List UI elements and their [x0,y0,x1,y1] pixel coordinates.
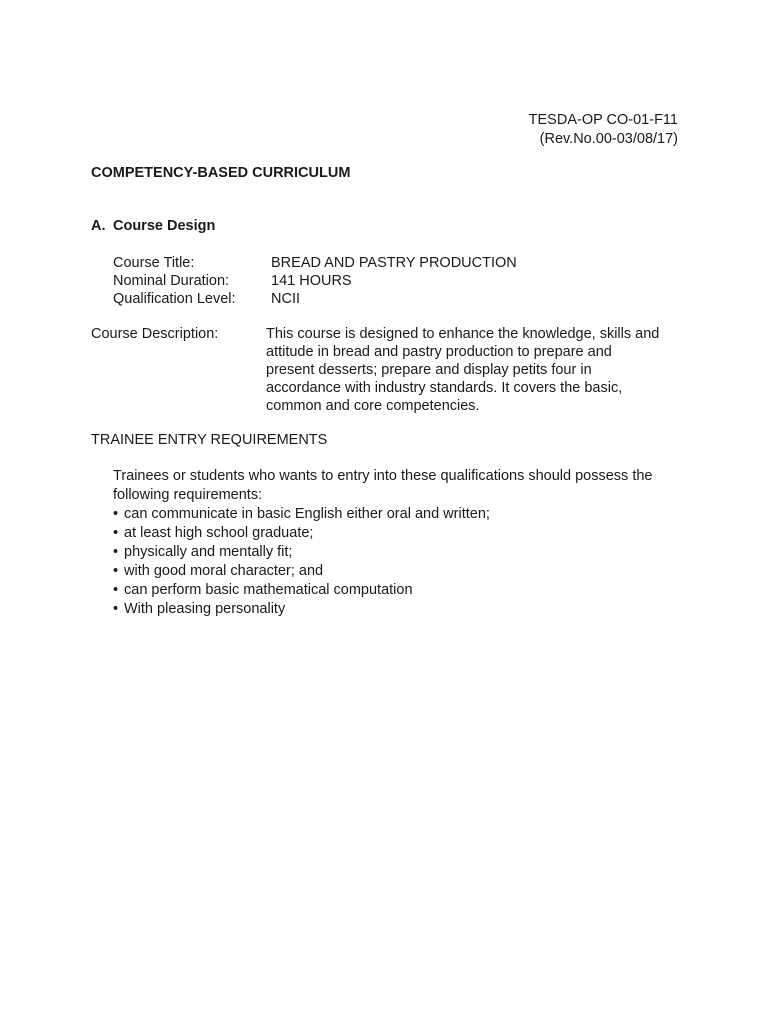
requirement-text: With pleasing personality [124,601,286,617]
requirement-text: at least high school graduate; [124,525,314,541]
course-design-table [113,254,517,308]
requirement-text: physically and mentally fit; [124,544,293,560]
form-code: TESDA-OP CO-01-F11 [528,112,678,128]
bullet-icon: • [113,506,119,522]
list-item [113,581,688,600]
qualification-level-row [113,290,517,308]
entry-requirements-body [113,467,688,619]
qualification-level-value: NCII [271,291,300,307]
list-item [113,562,688,581]
list-item [113,600,688,619]
nominal-duration-value: 141 HOURS [271,273,352,289]
description-line: present desserts; prepare and display petits four in [266,362,592,378]
bullet-icon: • [113,544,119,560]
course-title-row [113,254,517,272]
bullet-icon: • [113,563,119,579]
section-heading-course-design [91,218,215,234]
list-item [113,505,688,524]
form-reference [529,111,678,149]
section-number: A. [91,218,106,234]
course-description [91,325,681,415]
requirement-text: with good moral character; and [124,563,324,579]
requirement-text: can perform basic mathematical computation [124,582,413,598]
description-line: accordance with industry standards. It covers the basic, [266,380,623,396]
bullet-icon: • [113,601,119,617]
bullet-icon: • [113,525,119,541]
document-title: COMPETENCY-BASED CURRICULUM [91,165,351,181]
entry-requirements-heading: TRAINEE ENTRY REQUIREMENTS [91,432,328,448]
requirement-text: can communicate in basic English either oral and written; [124,506,490,522]
course-description-label: Course Description: [91,326,219,342]
section-title: Course Design [113,218,216,234]
description-line: This course is designed to enhance the knowledge, skills and [266,326,660,342]
requirements-intro-line: Trainees or students who wants to entry into these qualifications should possess the [113,468,653,484]
requirements-list [113,505,688,619]
course-title-value: BREAD AND PASTRY PRODUCTION [271,255,517,271]
nominal-duration-label: Nominal Duration: [113,273,230,289]
requirements-intro-line: following requirements: [113,487,263,503]
list-item [113,524,688,543]
nominal-duration-row [113,272,517,290]
revision-number: (Rev.No.00-03/08/17) [539,131,678,147]
bullet-icon: • [113,582,119,598]
course-description-text [266,325,681,415]
list-item [113,543,688,562]
description-line: attitude in bread and pastry production to prepare and [266,344,612,360]
course-title-label: Course Title: [113,255,195,271]
description-line: common and core competencies. [266,398,480,414]
qualification-level-label: Qualification Level: [113,291,236,307]
